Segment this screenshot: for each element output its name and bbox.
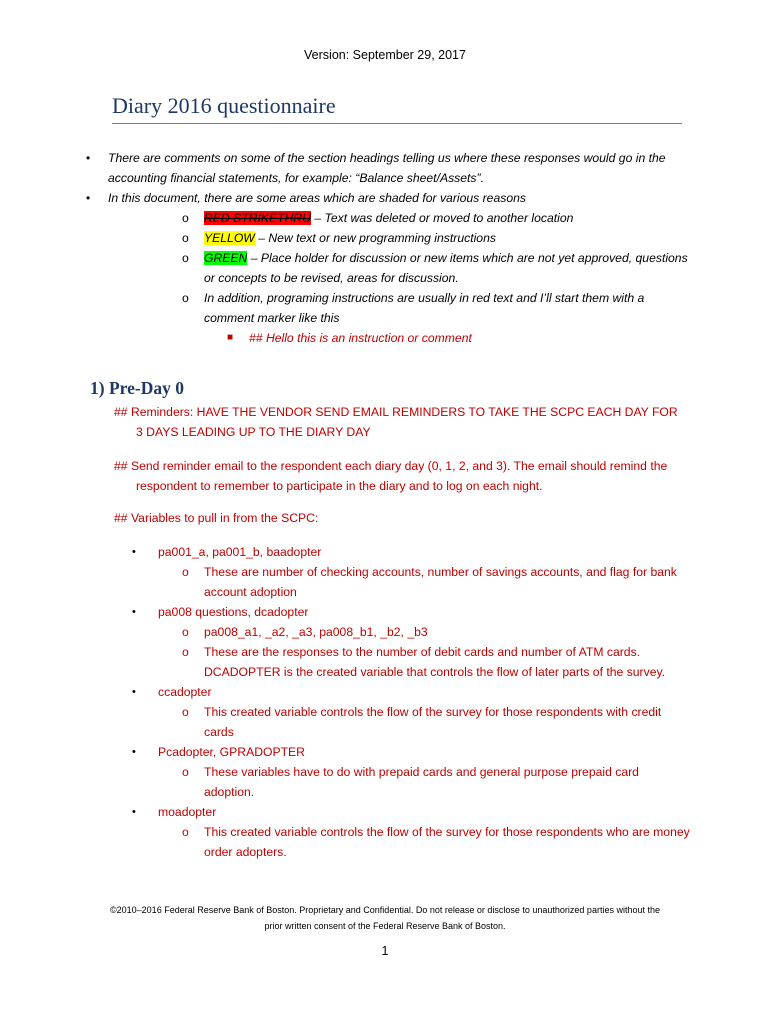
intro-notes <box>84 148 694 348</box>
variable-description: These are number of checking accounts, number of savings accounts, and flag for bank account adoption <box>204 565 677 599</box>
bullet-icon: • <box>86 191 91 205</box>
comment-marker-item <box>84 328 694 348</box>
circle-bullet-icon: o <box>182 211 189 225</box>
variable-name: moadopter <box>158 805 217 819</box>
bullet-text: In this document, there are some areas which are shaded for various reasons <box>108 191 526 205</box>
variable-description: These variables have to do with prepaid cards and general purpose prepaid card adoption. <box>204 765 639 799</box>
bullet-text: There are comments on some of the section headings telling us where these responses would go in the accounting financial statements, for example: “Balance sheet/Assets”. <box>108 151 666 185</box>
bullet-icon: • <box>132 686 136 698</box>
variable-name: ccadopter <box>158 685 212 699</box>
square-bullet-icon: ■ <box>227 332 234 343</box>
footer-line: ©2010–2016 Federal Reserve Bank of Boston. Proprietary and Confidential. Do not release or disclose to unauthorized parties without the <box>110 905 660 915</box>
sub-bullet-item <box>84 288 694 328</box>
variable-description: pa008_a1, _a2, _a3, pa008_b1, _b2, _b3 <box>204 625 428 639</box>
confidentiality-footer <box>80 902 690 934</box>
page-number: 1 <box>381 944 389 958</box>
circle-bullet-icon: o <box>182 251 189 265</box>
instruction-text: ## Reminders: HAVE THE VENDOR SEND EMAIL REMINDERS TO TAKE THE SCPC EACH DAY FOR 3 DAYS LEADING UP TO THE DIARY DAY <box>114 405 678 439</box>
sub-list-item <box>130 642 690 682</box>
variable-name: pa008 questions, dcadopter <box>158 605 309 619</box>
comment-marker-text: ## Hello this is an instruction or comment <box>249 331 472 345</box>
circle-bullet-icon: o <box>182 645 189 659</box>
page-title: Diary 2016 questionnaire <box>112 93 682 124</box>
circle-bullet-icon: o <box>182 231 189 245</box>
bullet-icon: • <box>132 746 136 758</box>
bullet-icon: • <box>132 806 136 818</box>
variables-list <box>130 542 690 862</box>
instruction-note <box>114 456 680 496</box>
green-description: – Place holder for discussion or new items which are not yet approved, questions or concepts to be revised, areas for discussion. <box>204 251 688 285</box>
instruction-note <box>114 508 680 528</box>
sub-bullet-item <box>84 208 694 228</box>
list-item <box>130 802 690 822</box>
bullet-item <box>84 188 694 208</box>
instruction-text: ## Variables to pull in from the SCPC: <box>114 511 319 525</box>
bullet-icon: • <box>132 546 136 558</box>
sub-bullet-item <box>84 248 694 288</box>
list-item <box>130 602 690 622</box>
list-item <box>130 742 690 762</box>
bullet-item <box>84 148 694 188</box>
instruction-text: ## Send reminder email to the respondent each diary day (0, 1, 2, and 3). The email should remind the respondent to remember to participate in the diary and to log on each night. <box>114 459 668 493</box>
circle-bullet-icon: o <box>182 825 189 839</box>
variable-name: pa001_a, pa001_b, baadopter <box>158 545 322 559</box>
circle-bullet-icon: o <box>182 625 189 639</box>
variable-description: This created variable controls the flow of the survey for those respondents who are money order adopters. <box>204 825 690 859</box>
footer-line: prior written consent of the Federal Reserve Bank of Boston. <box>264 921 506 931</box>
sub-list-item <box>130 702 690 742</box>
bullet-icon: • <box>86 151 91 165</box>
bullet-icon: • <box>132 606 136 618</box>
programming-note: In addition, programing instructions are usually in red text and I’ll start them with a comment marker like this <box>204 291 645 325</box>
sub-list-item <box>130 822 690 862</box>
circle-bullet-icon: o <box>182 291 189 305</box>
sub-list-item <box>130 762 690 802</box>
version-header: Version: September 29, 2017 <box>304 48 466 62</box>
sub-list-item <box>130 562 690 602</box>
sub-list-item <box>130 622 690 642</box>
circle-bullet-icon: o <box>182 565 189 579</box>
section-heading: 1) Pre-Day 0 <box>90 378 184 398</box>
red-description: – Text was deleted or moved to another location <box>311 211 574 225</box>
yellow-description: – New text or new programming instructions <box>254 231 496 245</box>
variable-description: These are the responses to the number of debit cards and number of ATM cards. DCADOPTER is the created variable that controls the flow of later parts of the survey. <box>204 645 666 679</box>
variable-description: This created variable controls the flow of the survey for those respondents with credit cards <box>204 705 662 739</box>
list-item <box>130 682 690 702</box>
yellow-label: YELLOW <box>204 231 255 245</box>
circle-bullet-icon: o <box>182 765 189 779</box>
sub-bullet-item <box>84 228 694 248</box>
red-strikethru-label: RED STRIKETHRU <box>204 211 311 225</box>
green-label: GREEN <box>204 251 248 265</box>
variable-name: Pcadopter, GPRADOPTER <box>158 745 305 759</box>
list-item <box>130 542 690 562</box>
circle-bullet-icon: o <box>182 705 189 719</box>
instruction-note <box>114 402 680 442</box>
